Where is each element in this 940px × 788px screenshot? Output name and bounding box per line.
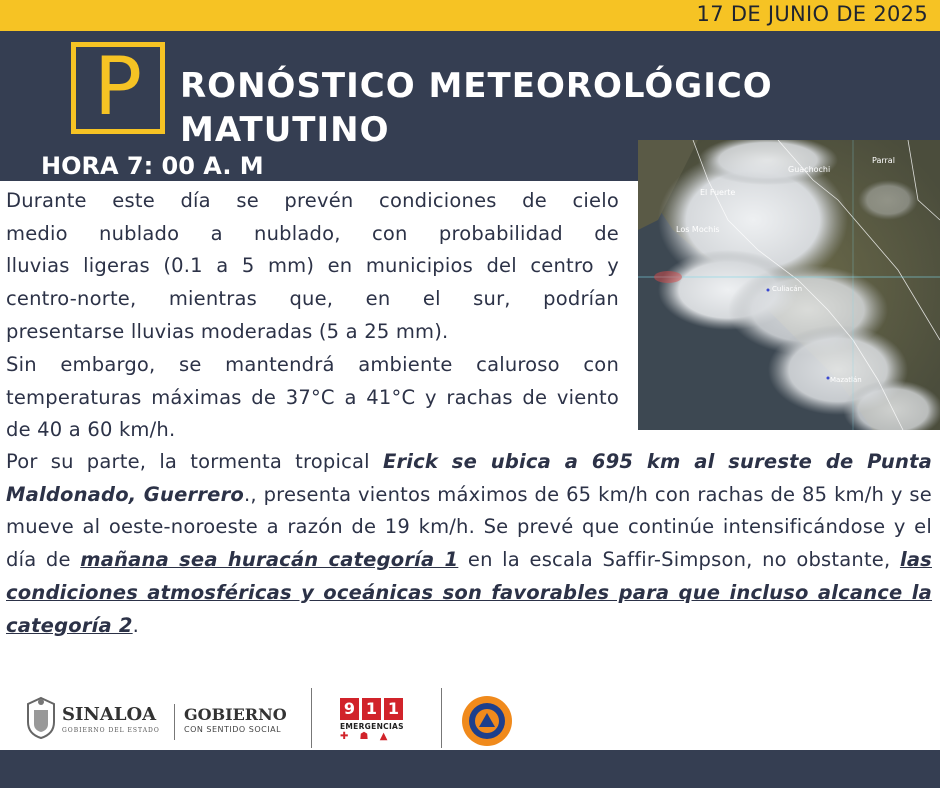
emergencias-911-logo [340,698,406,748]
paragraph-1 [6,185,619,349]
sinaloa-name: SINALOA [62,704,157,725]
logo-divider [441,688,442,748]
map-label-mazatlan: Mazatlán [830,376,862,384]
map-label-parral: Parral [872,156,895,165]
paragraph-1-line: presentarse lluvias moderadas (5 a 25 mm). [6,319,449,343]
gobierno-subtitle: CON SENTIDO SOCIAL [184,725,282,734]
p3-storm-location: Erick se ubica a 695 km al sureste de Punta Maldonado, Guerrero [6,450,932,506]
satellite-map-graphic [638,140,940,430]
emergency-services-icons: ✚ ☗ ▲ [340,731,392,742]
title-line-2: MATUTINO [180,110,390,150]
title-line-1: RONÓSTICO METEOROLÓGICO [180,66,773,106]
logo-divider [174,704,175,740]
logo-divider [311,688,312,748]
proteccion-civil-logo [460,694,514,748]
digit-1: 1 [384,698,403,720]
top-date-strip [0,0,940,31]
emergencias-label: EMERGENCIAS [340,722,404,731]
p3-text: . [132,613,140,637]
page-title [180,64,773,152]
paragraph-2: Sin embargo, se mantendrá ambiente caluroso con temperaturas máximas de 37°C a 41°C y rachas de viento de 40 a 60 km/h. [6,353,619,442]
state-seal-icon [24,696,58,740]
paragraph-1-line: medio nublado a nublado, con probabilidad de [6,221,619,245]
title-initial-box [71,42,165,134]
p3-text: ., presenta vientos máximos de 65 km/h con rachas de 85 km/h y se mueve al oeste-noroeste a razón de 19 km/h. Se prevé que continúe intensificándose y el día de [6,482,932,572]
digit-1: 1 [362,698,381,720]
paragraph-1-line: Durante este día se prevén condiciones de cielo [6,189,619,212]
digit-9: 9 [340,698,359,720]
sinaloa-logo [24,694,294,744]
title-initial: P [93,40,143,133]
satellite-image [638,140,940,430]
footer-logos [0,686,940,748]
map-label-culiacan: Culiacán [772,285,803,293]
gobierno-name: GOBIERNO [184,705,287,724]
paragraph-3 [6,446,932,642]
p3-text: Por su parte, la tormenta tropical [6,450,383,473]
footer-band [0,750,940,788]
paragraph-1-line: centro-norte, mientras que, en el sur, podrían [6,287,619,311]
p3-category-2-note: las condiciones atmosféricas y oceánicas son favorables para que incluso alcance la categoría 2 [6,548,932,637]
date-label: 17 DE JUNIO DE 2025 [696,2,928,26]
map-label-el-fuerte: El Fuerte [700,188,736,197]
paragraph-1-line: lluvias ligeras (0.1 a 5 mm) en municipios del centro y [6,254,619,278]
map-label-los-mochis: Los Mochis [676,225,720,234]
map-label-guachochi: Guachochi [788,165,831,174]
forecast-hour: HORA 7: 00 A. M [41,152,264,180]
sinaloa-subtitle: GOBIERNO DEL ESTADO [62,727,160,734]
p3-hurricane-forecast: mañana sea huracán categoría 1 [80,548,459,572]
p3-text: en la escala Saffir-Simpson, no obstante, [458,548,900,572]
